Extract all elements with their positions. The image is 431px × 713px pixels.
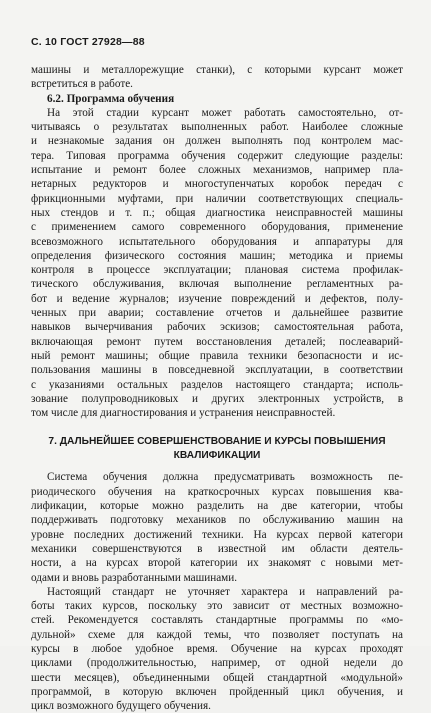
text-line: испытание и ремонт более сложных механизмов, например пла- bbox=[31, 164, 403, 177]
section-title-line: 7. ДАЛЬНЕЙШЕЕ СОВЕРШЕНСТВОВАНИЕ И КУРСЫ ПОВЫШЕНИЯ bbox=[48, 436, 386, 448]
page-content bbox=[31, 63, 403, 713]
text-line: читываясь о результатах выполненных работ. Наиболее сложные bbox=[31, 121, 403, 134]
text-line: всевозможного испытательного оборудования и аппаратуры для bbox=[31, 235, 403, 248]
text-line: нетарных редукторов и многоступенчатых коробок передач с bbox=[31, 178, 403, 191]
text-line: с применением самого современного оборудования, применение bbox=[31, 221, 403, 234]
text-line: том числе для диагностирования и устранения неисправностей. bbox=[31, 407, 336, 420]
text-line: риодического обучения на краткосрочных курсах повышения ква- bbox=[31, 485, 403, 498]
text-line: стей. Рекомендуется составлять стандартные программы по «мо- bbox=[31, 614, 403, 627]
text-line: машины и металлорежущие станки), с которыми курсант может bbox=[31, 64, 403, 76]
text-line: ный ремонт машины; общие правила техники безопасности и ис- bbox=[31, 349, 403, 362]
text-line: ности, а на курсах второй категории их знакомят с новыми мет- bbox=[31, 557, 403, 570]
text-line: контроля в процессе эксплуатации; плановая система профилак- bbox=[31, 264, 403, 277]
text-line: с указаниями остальных разделов настоящего стандарта; исполь- bbox=[31, 378, 403, 391]
text-line: механики совершенствуются в известной им области деятель- bbox=[31, 542, 403, 555]
text-line: бот и ведение журналов; изучение повреждений и дефектов, полу- bbox=[31, 292, 403, 305]
text-line: цикл возможного будущего обучения. bbox=[31, 700, 211, 713]
paragraph-6-2 bbox=[31, 106, 403, 421]
running-head: С. 10 ГОСТ 27928—88 bbox=[31, 36, 145, 48]
text-line: Настоящий стандарт не уточняет характера и направлений ра- bbox=[47, 585, 403, 598]
text-line: одами и вновь разработанными машинами. bbox=[31, 571, 238, 584]
text-line: фрикционными муфтами, при наличии соответствующих специаль- bbox=[31, 192, 403, 205]
paragraph-7-b bbox=[31, 585, 403, 713]
text-line: лификации, которые можно разделить на две категории, чтобы bbox=[31, 500, 403, 513]
text-line: и незнакомые задания он должен выполнять под контролем мас- bbox=[31, 135, 403, 148]
text-line: циклами (продолжительностью, например, от одной недели до bbox=[31, 657, 403, 670]
text-line: ченных при аварии; составление отчетов и дальнейшее развитие bbox=[31, 307, 403, 320]
text-line: дульной» схеме для каждой темы, что позволяет поступать на bbox=[31, 628, 403, 641]
section-title-line: КВАЛИФИКАЦИИ bbox=[173, 450, 261, 462]
text-line: встретиться в работе. bbox=[31, 78, 133, 91]
text-line: шести месяцев), объединенными общей стандартной «модульной» bbox=[31, 671, 403, 684]
text-line: тического обслуживания, включая выполнение регламентных ра- bbox=[31, 278, 403, 291]
subsection-title: 6.2. Программа обучения bbox=[47, 92, 175, 105]
text-line: программой, в которую включен пройденный цикл обучения, и bbox=[31, 685, 403, 698]
text-line: определения физического состояния машин; методика и приемы bbox=[31, 249, 403, 262]
text-line: включающая ремонт путем восстановления деталей; послеаварий- bbox=[31, 335, 403, 348]
text-line: ных стендов и т. п.; общая диагностика неисправностей машины bbox=[31, 206, 403, 219]
text-line: зование полупроводниковых и других электронных устройств, в bbox=[31, 392, 403, 405]
text-line: пользования машины в повседневной эксплуатации, в соответствии bbox=[31, 364, 403, 377]
text-line: На этой стадии курсант может работать самостоятельно, от- bbox=[47, 106, 403, 119]
paragraph-continued bbox=[31, 63, 403, 92]
text-line: курсы в любое удобное время. Обучение на курсах проходят bbox=[31, 642, 403, 655]
text-line: поддерживать подготовку механиков по обслуживанию машин на bbox=[31, 514, 403, 527]
paragraph-7-a bbox=[31, 470, 403, 584]
text-line: Система обучения должна предусматривать возможность пе- bbox=[47, 471, 403, 484]
text-line: боты таких курсов, поскольку это зависит от местных возможно- bbox=[31, 600, 403, 613]
text-line: навыков вычерчивания рабочих эскизов; самостоятельная работа, bbox=[31, 321, 403, 334]
text-line: тера. Типовая программа обучения содержит следующие разделы: bbox=[31, 149, 403, 162]
section-title bbox=[31, 435, 403, 463]
text-line: уровне последних достижений техники. На курсах первой категори bbox=[31, 528, 403, 541]
